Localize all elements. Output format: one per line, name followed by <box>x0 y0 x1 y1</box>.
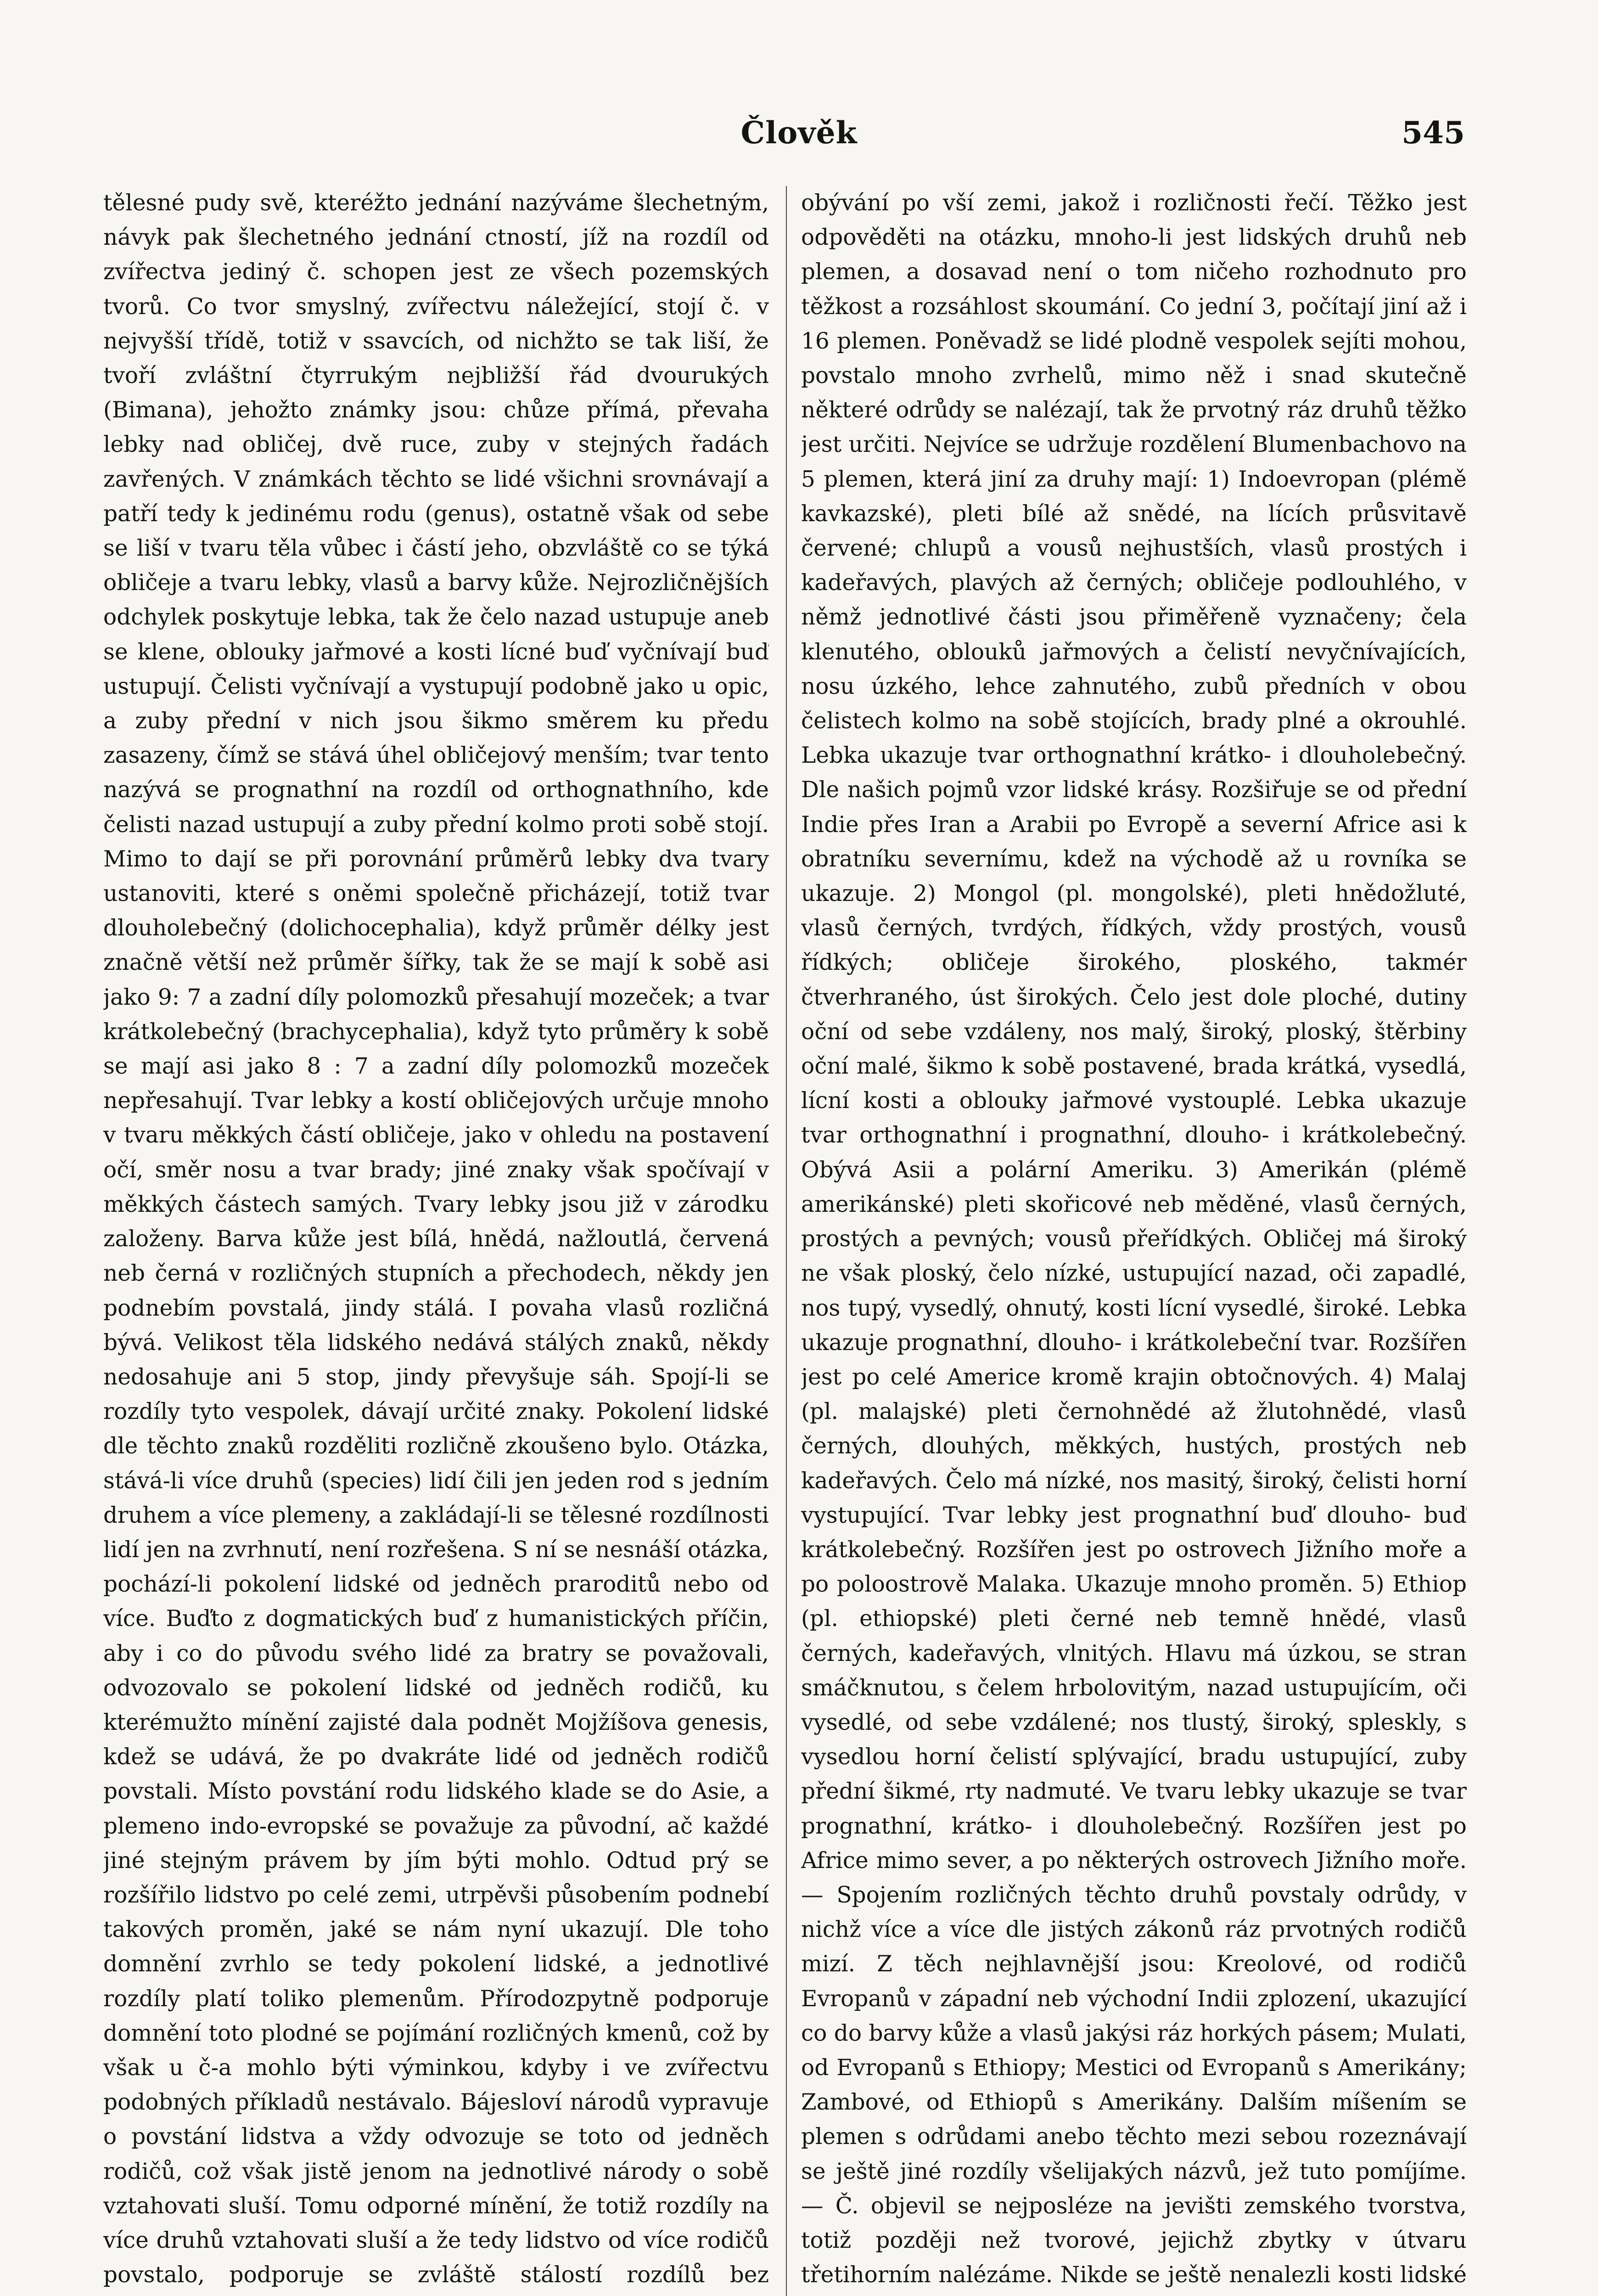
right-column <box>801 186 1467 2296</box>
running-head: Člověk <box>740 115 858 151</box>
right-column-text: obývání po vší zemi, jakož i rozličnosti řečí. Těžko jest odpověděti na otázku, mnoho-li jest lidských druhů neb plemen, a dosavad není o tom ničeho rozhodnuto pro těžkost a rozsáhlost skoumání. Co jední 3, počítají jiní až i 16 plemen. Poněvadž se lidé plodně vespolek sejíti mohou, povstalo mnoho zvrhelů, mimo něž i snad skutečně některé odrůdy se nalézají, tak že prvotný ráz druhů těžko jest určiti. Nejvíce se udržuje rozdělení Blumenbachovo na 5 plemen, která jiní za druhy mají: 1) Indoevropan (plémě kavkazské), pleti bílé až snědé, na lících průsvitavě červené; chlupů a vousů nejhustších, vlasů prostých i kadeřavých, plavých až černých; obličeje podlouhlého, v němž jednotlivé části jsou přiměřeně vyznačeny; čela klenutého, oblouků jařmových a čelistí nevyčnívajících, nosu úzkého, lehce zahnutého, zubů předních v obou čelistech kolmo na sobě stojících, brady plné a okrouhlé. Lebka ukazuje tvar orthognathní krátko- i dlouholebečný. Dle našich pojmů vzor lidské krásy. Rozšiřuje se od přední Indie přes Iran a Arabii po Evropě a severní Africe asi k obratníku severnímu, kdež na východě až u rovníka se ukazuje. 2) Mongol (pl. mongolské), pleti hnědožluté, vlasů černých, tvrdých, řídkých, vždy prostých, vousů řídkých; obličeje širokého, ploského, takmér čtverhraného, úst širokých. Čelo jest dole ploché, dutiny oční od sebe vzdáleny, nos malý, široký, ploský, štěrbiny oční malé, šikmo k sobě postavené, brada krátká, vysedlá, lícní kosti a oblouky jařmové vystouplé. Lebka ukazuje tvar orthognathní i prognathní, dlouho- i krátkolebečný. Obývá Asii a polární Ameriku. 3) Amerikán (plémě amerikánské) pleti skořicové neb měděné, vlasů černých, prostých a pevných; vousů přeřídkých. Obličej má široký ne však ploský, čelo nízké, ustupující nazad, oči zapadlé, nos tupý, vysedlý, ohnutý, kosti lícní vysedlé, široké. Lebka ukazuje prognathní, dlouho- i krátkolebeční tvar. Rozšířen jest po celé Americe kromě krajin obtočnových. 4) Malaj (pl. malajské) pleti černohnědé až žlutohnědé, vlasů černých, dlouhých, měkkých, hustých, prostých neb kadeřavých. Čelo má nízké, nos masitý, široký, čelisti horní vystupující. Tvar lebky jest prognathní buď dlouho- buď krátkolebečný. Rozšířen jest po ostrovech Jižního moře a po poloostrově Malaka. Ukazuje mnoho proměn. 5) Ethiop (pl. ethiopské) pleti černé neb temně hnědé, vlasů černých, kadeřavých, vlnitých. Hlavu má úzkou, se stran smáčknutou, s čelem hrbolovitým, nazad ustupujícím, oči vysedlé, od sebe vzdálené; nos tlustý, široký, spleskly, s vysedlou horní čelistí splývající, bradu ustupující, zuby přední šikmé, rty nadmuté. Ve tvaru lebky ukazuje se tvar prognathní, krátko- i dlouholebečný. Rozšířen jest po Africe mimo sever, a po některých ostrovech Jižního moře. — Spojením rozličných těchto druhů povstaly odrůdy, v nichž více a více dle jistých zákonů ráz prvotných rodičů mizí. Z těch nejhlavnější jsou: Kreolové, od rodičů Evropanů v západní neb východní Indii zplození, ukazující co do barvy kůže a vlasů jakýsi ráz horkých pásem; Mulati, od Evropanů s Ethiopy; Mestici od Evropanů s Amerikány; Zambové, od Ethiopů s Amerikány. Dalším míšením se plemen s odrůdami anebo těchto mezi sebou rozeznávají se ještě jiné rozdíly všelijakých názvů, jež tuto pomíjíme. — Č. objevil se nejposléze na jevišti zemského tvorstva, totiž později než tvorové, jejichž zbytky v útvaru třetihorním nalézáme. Nikde se ještě nenalezli kosti lidské <box>801 190 1467 2288</box>
column-divider <box>786 186 787 2296</box>
left-column-text: tělesné pudy svě, kteréžto jednání nazýváme šlechetným, návyk pak šlechetného jednání ctností, jíž na rozdíl od zvířectva jediný č. schopen jest ze všech pozemských tvorů. Co tvor smyslný, zvířectvu náležející, stojí č. v nejvyšší třídě, totiž v ssavcích, od nichžto se tak liší, že tvoří zvláštní čtyrrukým nejbližší řád dvourukých (Bimana), jehožto známky jsou: chůze přímá, převaha lebky nad obličej, dvě ruce, zuby v stejných řadách zavřených. V známkách těchto se lidé všichni srovnávají a patří tedy k jedinému rodu (genus), ostatně však od sebe se liší v tvaru těla vůbec i částí jeho, obzvláště co se týká obličeje a tvaru lebky, vlasů a barvy kůže. Nejrozličnějších odchylek poskytuje lebka, tak že čelo nazad ustupuje aneb se klene, oblouky jařmové a kosti lícné buď vyčnívají buď ustupují. Čelisti vyčnívají a vystupují podobně jako u opic, a zuby přední v nich jsou šikmo směrem ku předu zasazeny, čímž se stává úhel obličejový menším; tvar tento nazývá se prognathní na rozdíl od orthognathního, kde čelisti nazad ustupují a zuby přední kolmo proti sobě stojí. Mimo to dají se při porovnání průměrů lebky dva tvary ustanoviti, které s oněmi společně přicházejí, totiž tvar dlouholebečný (dolichocephalia), když průměr délky jest značně větší než průměr šířky, tak že se mají k sobě asi jako 9: 7 a zadní díly polomozků přesahují mozeček; a tvar krátkolebečný (brachycephalia), když tyto průměry k sobě se mají asi jako 8 : 7 a zadní díly polomozků mozeček nepřesahují. Tvar lebky a kostí obličejových určuje mnoho v tvaru měkkých částí obličeje, jako v ohledu na postavení očí, směr nosu a tvar brady; jiné znaky však spočívají v měkkých částech samých. Tvary lebky jsou již v zárodku založeny. Barva kůže jest bílá, hnědá, nažloutlá, červená neb černá v rozličných stupních a přechodech, někdy jen podnebím povstalá, jindy stálá. I povaha vlasů rozličná bývá. Velikost těla lidského nedává stálých znaků, někdy nedosahuje ani 5 stop, jindy převyšuje sáh. Spojí-li se rozdíly tyto vespolek, dávají určité znaky. Pokolení lidské dle těchto znaků rozděliti rozličně zkoušeno bylo. Otázka, stává-li více druhů (species) lidí čili jen jeden rod s jedním druhem a více plemeny, a zakládají-li se tělesné rozdílnosti lidí jen na zvrhnutí, není rozřešena. S ní se nesnáší otázka, pochází-li pokolení lidské od jedněch praroditů nebo od více. Buďto z dogmatických buď z humanistických příčin, aby i co do původu svého lidé za bratry se považovali, odvozovalo se pokolení lidské od jedněch rodičů, ku kterémužto mínění zajisté dala podnět Mojžíšova genesis, kdež se udává, že po dvakráte lidé od jedněch rodičů povstali. Místo povstání rodu lidského klade se do Asie, a plemeno indo-evropské se považuje za původní, ač každé jiné stejným právem by jím býti mohlo. Odtud prý se rozšířilo lidstvo po celé zemi, utrpěvši působením podnebí takových proměn, jaké se nám nyní ukazují. Dle toho domnění zvrhlo se tedy pokolení lidské, a jednotlivé rozdíly platí toliko plemenům. Přírodozpytně podporuje domnění toto plodné se pojímání rozličných kmenů, což by však u č-a mohlo býti výminkou, kdyby i ve zvířectvu podobných příkladů nestávalo. Bájesloví národů vypravuje o povstání lidstva a vždy odvozuje se toto od jedněch rodičů, což však jistě jenom na jednotlivé národy o sobě vztahovati sluší. Tomu odporné mínění, že totiž rozdíly na více druhů vztahovati sluší a že tedy lidstvo od více rodičů povstalo, podporuje se zvláště stálostí rozdílů bez <box>103 190 769 2288</box>
page-number: 545 <box>1402 115 1465 151</box>
page-header <box>101 115 1497 165</box>
left-column <box>103 186 769 2296</box>
